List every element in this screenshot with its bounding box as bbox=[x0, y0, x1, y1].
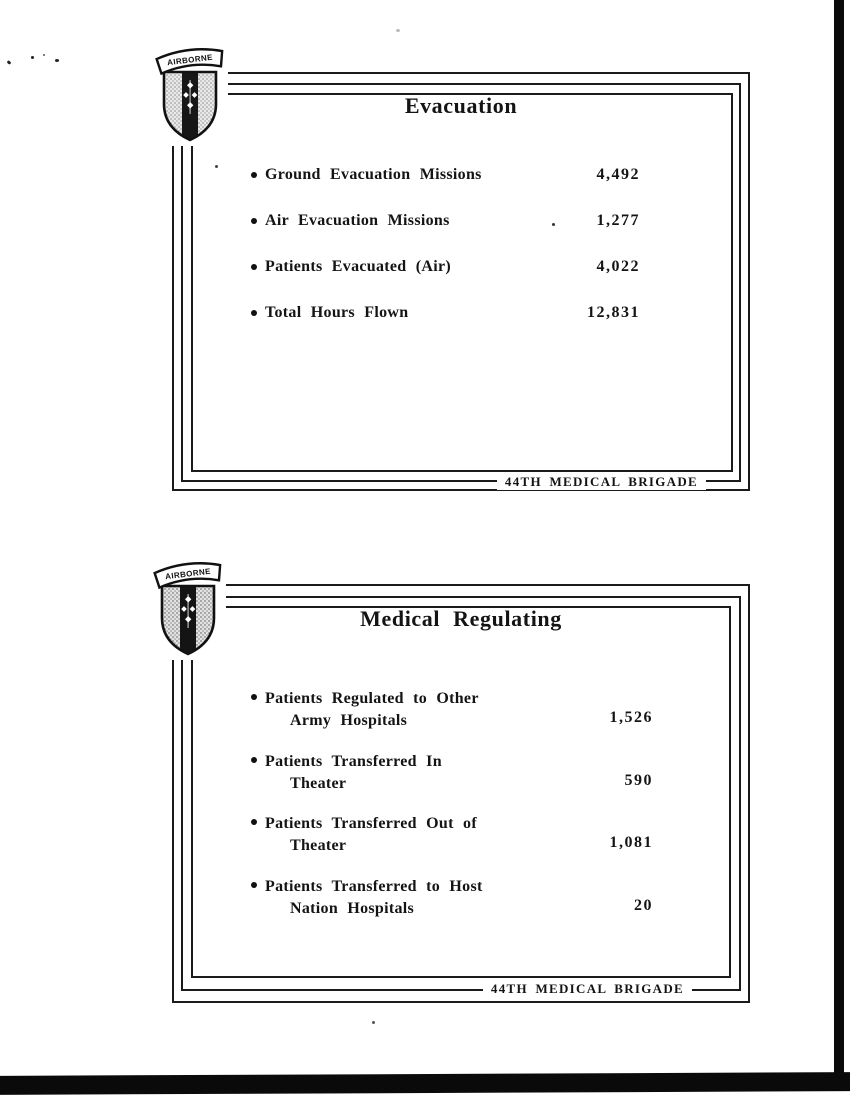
bullet-icon bbox=[251, 694, 257, 700]
bullet-icon bbox=[251, 819, 257, 825]
stat-row bbox=[172, 212, 750, 234]
scan-edge-bottom bbox=[0, 1072, 850, 1095]
patch-tab-label: AIRBORNE bbox=[166, 52, 214, 68]
stat-row bbox=[172, 813, 750, 857]
stat-row bbox=[172, 166, 750, 188]
stat-row bbox=[172, 258, 750, 280]
stat-label: Patients Transferred In Theater bbox=[265, 753, 442, 792]
scan-speck bbox=[372, 1021, 375, 1024]
footer-label: 44TH MEDICAL BRIGADE bbox=[483, 980, 692, 997]
scan-speck bbox=[31, 56, 34, 59]
patch-tab-label: AIRBORNE bbox=[164, 566, 212, 582]
slide-title: Evacuation bbox=[404, 93, 518, 118]
airborne-patch-icon bbox=[148, 560, 228, 660]
stat-value: 1,277 bbox=[596, 212, 640, 229]
stat-label: Patients Transferred Out of Theater bbox=[265, 815, 477, 854]
slide-evacuation bbox=[166, 52, 750, 491]
stat-row bbox=[172, 304, 750, 326]
stat-value: 4,492 bbox=[596, 166, 640, 183]
stat-row bbox=[172, 876, 750, 920]
stat-label: Patients Evacuated (Air) bbox=[265, 258, 452, 275]
stat-label: Patients Transferred to Host Nation Hospitals bbox=[265, 878, 483, 917]
airborne-patch-icon bbox=[150, 46, 230, 146]
bullet-icon bbox=[251, 172, 257, 178]
stat-row bbox=[172, 688, 750, 732]
footer-label: 44TH MEDICAL BRIGADE bbox=[497, 473, 706, 490]
bullet-icon bbox=[251, 882, 257, 888]
scan-speck bbox=[43, 54, 45, 56]
stat-value: 12,831 bbox=[587, 304, 640, 321]
stat-label: Ground Evacuation Missions bbox=[265, 166, 482, 183]
bullet-icon bbox=[251, 757, 257, 763]
bullet-icon bbox=[251, 264, 257, 270]
stat-value: 1,526 bbox=[609, 709, 653, 726]
scan-speck bbox=[7, 60, 12, 65]
bullet-icon bbox=[251, 218, 257, 224]
frame-inner-border bbox=[191, 93, 733, 472]
stat-value: 4,022 bbox=[596, 258, 640, 275]
slide-medical-regulating bbox=[164, 566, 750, 1003]
stat-value: 1,081 bbox=[609, 834, 653, 851]
stat-label: Patients Regulated to Other Army Hospitals bbox=[265, 690, 479, 729]
slide-title: Medical Regulating bbox=[360, 606, 562, 631]
stat-row bbox=[172, 751, 750, 795]
stat-value: 20 bbox=[634, 897, 653, 914]
scan-edge-right bbox=[834, 0, 844, 1086]
scan-speck bbox=[396, 29, 400, 32]
stat-label: Air Evacuation Missions bbox=[265, 212, 450, 229]
stat-label: Total Hours Flown bbox=[265, 304, 409, 321]
bullet-icon bbox=[251, 310, 257, 316]
stat-value: 590 bbox=[624, 772, 653, 789]
scan-speck bbox=[55, 59, 59, 62]
